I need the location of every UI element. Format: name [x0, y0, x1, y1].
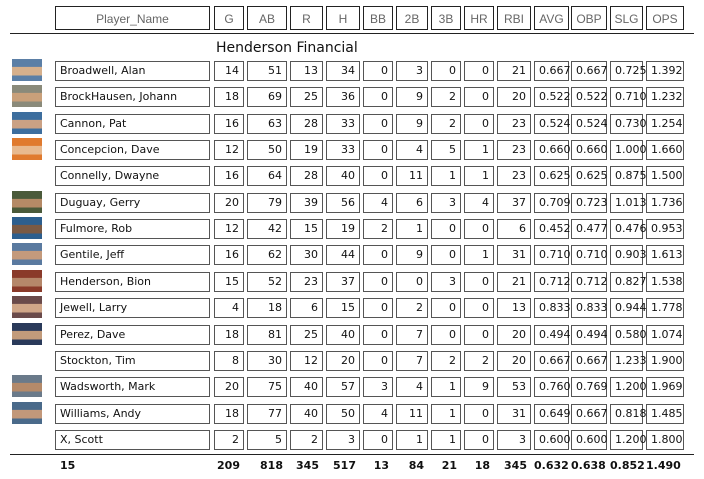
ab-cell: 5 — [247, 430, 287, 450]
table-row — [0, 140, 704, 162]
bb-cell: 0 — [363, 166, 393, 186]
hr-cell: 0 — [464, 272, 494, 292]
total-ops: 1.490 — [646, 459, 681, 472]
g-cell: 16 — [214, 245, 244, 265]
h-cell: 44 — [326, 245, 360, 265]
bb-cell: 0 — [363, 140, 393, 160]
g-cell: 12 — [214, 140, 244, 160]
g-cell: 18 — [214, 87, 244, 107]
g-cell: 8 — [214, 351, 244, 371]
slg-cell: 0.818 — [610, 404, 643, 424]
table-row — [0, 325, 704, 347]
g-cell: 20 — [214, 193, 244, 213]
r-cell: 28 — [290, 166, 323, 186]
bb-cell: 0 — [363, 114, 393, 134]
player-name-cell: X, Scott — [55, 430, 210, 450]
3b-cell: 1 — [431, 404, 461, 424]
2b-cell: 0 — [396, 272, 428, 292]
ab-cell: 18 — [247, 298, 287, 318]
player-photo — [12, 323, 42, 345]
ops-cell: 1.660 — [646, 140, 684, 160]
table-row — [0, 430, 704, 452]
r-cell: 40 — [290, 377, 323, 397]
rbi-cell: 20 — [497, 351, 531, 371]
slg-cell: 1.000 — [610, 140, 643, 160]
column-header-hr: HR — [464, 6, 494, 30]
table-row — [0, 219, 704, 241]
slg-cell: 1.013 — [610, 193, 643, 213]
ops-cell: 1.232 — [646, 87, 684, 107]
slg-cell: 0.827 — [610, 272, 643, 292]
bb-cell: 0 — [363, 298, 393, 318]
player-name-cell: Concepcion, Dave — [55, 140, 210, 160]
slg-cell: 0.710 — [610, 87, 643, 107]
column-header-player-name: Player_Name — [55, 6, 210, 30]
table-row — [0, 245, 704, 267]
total-r: 345 — [296, 459, 319, 472]
avg-cell: 0.625 — [534, 166, 569, 186]
hr-cell: 1 — [464, 245, 494, 265]
avg-cell: 0.660 — [534, 140, 569, 160]
r-cell: 23 — [290, 272, 323, 292]
hr-cell: 0 — [464, 61, 494, 81]
bb-cell: 0 — [363, 325, 393, 345]
rbi-cell: 13 — [497, 298, 531, 318]
obp-cell: 0.769 — [571, 377, 607, 397]
player-photo — [12, 59, 42, 81]
obp-cell: 0.833 — [571, 298, 607, 318]
obp-cell: 0.723 — [571, 193, 607, 213]
header-row — [0, 6, 704, 32]
player-count: 15 — [60, 459, 76, 472]
player-name-cell: BrockHausen, Johann — [55, 87, 210, 107]
bb-cell: 0 — [363, 61, 393, 81]
bb-cell: 0 — [363, 430, 393, 450]
h-cell: 15 — [326, 298, 360, 318]
3b-cell: 0 — [431, 325, 461, 345]
ops-cell: 1.485 — [646, 404, 684, 424]
ops-cell: 1.500 — [646, 166, 684, 186]
bb-cell: 0 — [363, 272, 393, 292]
player-photo — [12, 243, 42, 265]
3b-cell: 1 — [431, 430, 461, 450]
3b-cell: 5 — [431, 140, 461, 160]
h-cell: 50 — [326, 404, 360, 424]
player-name-cell: Stockton, Tim — [55, 351, 210, 371]
obp-cell: 0.625 — [571, 166, 607, 186]
slg-cell: 0.476 — [610, 219, 643, 239]
g-cell: 16 — [214, 114, 244, 134]
slg-cell: 0.903 — [610, 245, 643, 265]
r-cell: 2 — [290, 430, 323, 450]
column-header-bb: BB — [363, 6, 393, 30]
rbi-cell: 23 — [497, 114, 531, 134]
bb-cell: 0 — [363, 351, 393, 371]
column-header-g: G — [214, 6, 244, 30]
avg-cell: 0.667 — [534, 61, 569, 81]
r-cell: 12 — [290, 351, 323, 371]
h-cell: 57 — [326, 377, 360, 397]
rbi-cell: 37 — [497, 193, 531, 213]
bb-cell: 0 — [363, 245, 393, 265]
ab-cell: 50 — [247, 140, 287, 160]
3b-cell: 3 — [431, 272, 461, 292]
bb-cell: 0 — [363, 87, 393, 107]
player-name-cell: Perez, Dave — [55, 325, 210, 345]
bb-cell: 2 — [363, 219, 393, 239]
r-cell: 15 — [290, 219, 323, 239]
hr-cell: 9 — [464, 377, 494, 397]
obp-cell: 0.710 — [571, 245, 607, 265]
column-header-slg: SLG — [610, 6, 643, 30]
ops-cell: 1.538 — [646, 272, 684, 292]
g-cell: 15 — [214, 272, 244, 292]
ab-cell: 52 — [247, 272, 287, 292]
3b-cell: 0 — [431, 61, 461, 81]
r-cell: 13 — [290, 61, 323, 81]
player-name-cell: Connelly, Dwayne — [55, 166, 210, 186]
3b-cell: 3 — [431, 193, 461, 213]
column-header-r: R — [290, 6, 323, 30]
table-row — [0, 351, 704, 373]
slg-cell: 0.944 — [610, 298, 643, 318]
3b-cell: 2 — [431, 87, 461, 107]
table-row — [0, 87, 704, 109]
slg-cell: 0.875 — [610, 166, 643, 186]
ops-cell: 1.800 — [646, 430, 684, 450]
avg-cell: 0.524 — [534, 114, 569, 134]
team-name: Henderson Financial — [216, 40, 358, 56]
obp-cell: 0.494 — [571, 325, 607, 345]
bb-cell: 4 — [363, 404, 393, 424]
3b-cell: 0 — [431, 219, 461, 239]
h-cell: 33 — [326, 114, 360, 134]
hr-cell: 0 — [464, 298, 494, 318]
ab-cell: 64 — [247, 166, 287, 186]
g-cell: 18 — [214, 325, 244, 345]
player-name-cell: Williams, Andy — [55, 404, 210, 424]
obp-cell: 0.600 — [571, 430, 607, 450]
slg-cell: 0.580 — [610, 325, 643, 345]
obp-cell: 0.667 — [571, 404, 607, 424]
hr-cell: 0 — [464, 114, 494, 134]
g-cell: 4 — [214, 298, 244, 318]
ab-cell: 30 — [247, 351, 287, 371]
hr-cell: 0 — [464, 325, 494, 345]
table-row — [0, 404, 704, 426]
rbi-cell: 21 — [497, 61, 531, 81]
total-2b: 84 — [408, 459, 424, 472]
hr-cell: 0 — [464, 219, 494, 239]
slg-cell: 1.233 — [610, 351, 643, 371]
obp-cell: 0.712 — [571, 272, 607, 292]
h-cell: 34 — [326, 61, 360, 81]
rbi-cell: 31 — [497, 245, 531, 265]
g-cell: 2 — [214, 430, 244, 450]
avg-cell: 0.710 — [534, 245, 569, 265]
total-3b: 21 — [441, 459, 457, 472]
rbi-cell: 31 — [497, 404, 531, 424]
column-header-ab: AB — [247, 6, 287, 30]
player-photo — [12, 138, 42, 160]
g-cell: 14 — [214, 61, 244, 81]
3b-cell: 2 — [431, 351, 461, 371]
hr-cell: 2 — [464, 351, 494, 371]
avg-cell: 0.600 — [534, 430, 569, 450]
ab-cell: 63 — [247, 114, 287, 134]
avg-cell: 0.522 — [534, 87, 569, 107]
rbi-cell: 23 — [497, 166, 531, 186]
3b-cell: 2 — [431, 114, 461, 134]
3b-cell: 0 — [431, 245, 461, 265]
rbi-cell: 23 — [497, 140, 531, 160]
2b-cell: 9 — [396, 114, 428, 134]
table-row — [0, 272, 704, 294]
player-photo — [12, 85, 42, 107]
ab-cell: 77 — [247, 404, 287, 424]
2b-cell: 11 — [396, 404, 428, 424]
ab-cell: 69 — [247, 87, 287, 107]
avg-cell: 0.709 — [534, 193, 569, 213]
ops-cell: 1.969 — [646, 377, 684, 397]
3b-cell: 0 — [431, 298, 461, 318]
rbi-cell: 21 — [497, 272, 531, 292]
player-name-cell: Cannon, Pat — [55, 114, 210, 134]
2b-cell: 6 — [396, 193, 428, 213]
player-photo — [12, 402, 42, 424]
3b-cell: 1 — [431, 377, 461, 397]
g-cell: 20 — [214, 377, 244, 397]
slg-cell: 1.200 — [610, 430, 643, 450]
column-header-3b: 3B — [431, 6, 461, 30]
totals-row — [0, 459, 704, 477]
player-photo — [12, 191, 42, 213]
r-cell: 40 — [290, 404, 323, 424]
2b-cell: 1 — [396, 430, 428, 450]
obp-cell: 0.667 — [571, 61, 607, 81]
avg-cell: 0.649 — [534, 404, 569, 424]
total-avg: 0.632 — [534, 459, 569, 472]
column-header-ops: OPS — [646, 6, 684, 30]
column-header-h: H — [326, 6, 360, 30]
player-name-cell: Gentile, Jeff — [55, 245, 210, 265]
r-cell: 39 — [290, 193, 323, 213]
ab-cell: 62 — [247, 245, 287, 265]
ops-cell: 1.392 — [646, 61, 684, 81]
total-g: 209 — [217, 459, 240, 472]
player-photo — [12, 296, 42, 318]
ops-cell: 1.074 — [646, 325, 684, 345]
obp-cell: 0.660 — [571, 140, 607, 160]
ab-cell: 42 — [247, 219, 287, 239]
avg-cell: 0.833 — [534, 298, 569, 318]
2b-cell: 7 — [396, 351, 428, 371]
bb-cell: 4 — [363, 193, 393, 213]
table-row — [0, 61, 704, 83]
player-photo — [12, 270, 42, 292]
h-cell: 37 — [326, 272, 360, 292]
h-cell: 56 — [326, 193, 360, 213]
ops-cell: 1.613 — [646, 245, 684, 265]
table-row — [0, 377, 704, 399]
table-row — [0, 298, 704, 320]
table-row — [0, 193, 704, 215]
hr-cell: 0 — [464, 404, 494, 424]
r-cell: 25 — [290, 325, 323, 345]
slg-cell: 0.730 — [610, 114, 643, 134]
2b-cell: 4 — [396, 377, 428, 397]
avg-cell: 0.494 — [534, 325, 569, 345]
ab-cell: 81 — [247, 325, 287, 345]
slg-cell: 0.725 — [610, 61, 643, 81]
ops-cell: 1.254 — [646, 114, 684, 134]
obp-cell: 0.477 — [571, 219, 607, 239]
3b-cell: 1 — [431, 166, 461, 186]
totals-divider — [10, 454, 694, 455]
r-cell: 30 — [290, 245, 323, 265]
g-cell: 16 — [214, 166, 244, 186]
slg-cell: 1.200 — [610, 377, 643, 397]
h-cell: 3 — [326, 430, 360, 450]
rbi-cell: 20 — [497, 87, 531, 107]
obp-cell: 0.522 — [571, 87, 607, 107]
player-photo — [12, 112, 42, 134]
bb-cell: 3 — [363, 377, 393, 397]
hr-cell: 1 — [464, 140, 494, 160]
2b-cell: 7 — [396, 325, 428, 345]
column-header-obp: OBP — [571, 6, 607, 30]
header-divider — [10, 33, 694, 34]
total-hr: 18 — [474, 459, 490, 472]
ab-cell: 75 — [247, 377, 287, 397]
table-row — [0, 114, 704, 136]
rbi-cell: 6 — [497, 219, 531, 239]
player-name-cell: Jewell, Larry — [55, 298, 210, 318]
avg-cell: 0.712 — [534, 272, 569, 292]
column-header-2b: 2B — [396, 6, 428, 30]
table-row — [0, 166, 704, 188]
player-name-cell: Broadwell, Alan — [55, 61, 210, 81]
2b-cell: 1 — [396, 219, 428, 239]
column-header-rbi: RBI — [497, 6, 531, 30]
total-obp: 0.638 — [571, 459, 606, 472]
r-cell: 28 — [290, 114, 323, 134]
2b-cell: 11 — [396, 166, 428, 186]
obp-cell: 0.524 — [571, 114, 607, 134]
total-ab: 818 — [260, 459, 283, 472]
total-bb: 13 — [373, 459, 389, 472]
avg-cell: 0.452 — [534, 219, 569, 239]
avg-cell: 0.667 — [534, 351, 569, 371]
h-cell: 33 — [326, 140, 360, 160]
ops-cell: 1.900 — [646, 351, 684, 371]
player-name-cell: Henderson, Bion — [55, 272, 210, 292]
player-name-cell: Duguay, Gerry — [55, 193, 210, 213]
2b-cell: 9 — [396, 87, 428, 107]
hr-cell: 4 — [464, 193, 494, 213]
g-cell: 12 — [214, 219, 244, 239]
2b-cell: 2 — [396, 298, 428, 318]
avg-cell: 0.760 — [534, 377, 569, 397]
ab-cell: 79 — [247, 193, 287, 213]
total-rbi: 345 — [504, 459, 527, 472]
h-cell: 20 — [326, 351, 360, 371]
ops-cell: 1.778 — [646, 298, 684, 318]
g-cell: 18 — [214, 404, 244, 424]
h-cell: 40 — [326, 325, 360, 345]
rbi-cell: 53 — [497, 377, 531, 397]
ops-cell: 0.953 — [646, 219, 684, 239]
h-cell: 36 — [326, 87, 360, 107]
ops-cell: 1.736 — [646, 193, 684, 213]
h-cell: 40 — [326, 166, 360, 186]
total-slg: 0.852 — [610, 459, 645, 472]
player-photo — [12, 217, 42, 239]
ab-cell: 51 — [247, 61, 287, 81]
obp-cell: 0.667 — [571, 351, 607, 371]
2b-cell: 4 — [396, 140, 428, 160]
hr-cell: 0 — [464, 430, 494, 450]
r-cell: 25 — [290, 87, 323, 107]
h-cell: 19 — [326, 219, 360, 239]
column-header-avg: AVG — [534, 6, 569, 30]
hr-cell: 1 — [464, 166, 494, 186]
player-name-cell: Fulmore, Rob — [55, 219, 210, 239]
rbi-cell: 20 — [497, 325, 531, 345]
r-cell: 19 — [290, 140, 323, 160]
player-photo — [12, 375, 42, 397]
total-h: 517 — [333, 459, 356, 472]
player-name-cell: Wadsworth, Mark — [55, 377, 210, 397]
2b-cell: 9 — [396, 245, 428, 265]
r-cell: 6 — [290, 298, 323, 318]
hr-cell: 0 — [464, 87, 494, 107]
2b-cell: 3 — [396, 61, 428, 81]
rbi-cell: 3 — [497, 430, 531, 450]
